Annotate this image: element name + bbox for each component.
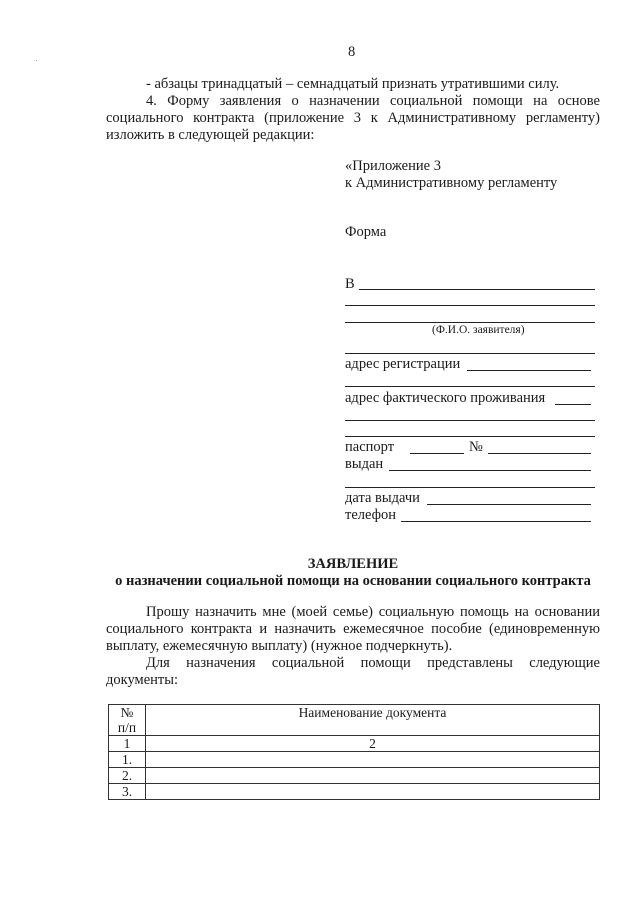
address-line-4 <box>345 436 595 437</box>
issued-line <box>389 470 591 471</box>
body-p1-line-3: выплату, ежемесячную выплату) (нужное подчеркнуть). <box>106 638 453 654</box>
form-label: Форма <box>345 224 387 240</box>
row-num-cell: 3. <box>109 784 146 800</box>
registration-label: адрес регистрации <box>345 356 461 372</box>
fio-line-3 <box>345 322 595 323</box>
registration-line <box>467 370 591 371</box>
issued-label: выдан <box>345 456 384 472</box>
issue-date-line <box>427 504 591 505</box>
body-p1-line-2: социального контракта и назначить ежемесячное пособие (единовременную <box>106 621 600 637</box>
item4-line-2: социального контракта (приложение 3 к Административному регламенту) <box>106 110 600 126</box>
appendix-line-1: «Приложение 3 <box>345 158 441 174</box>
fio-caption: (Ф.И.О. заявителя) <box>432 324 525 336</box>
margin-mark <box>36 60 37 61</box>
row-num-cell: 2. <box>109 768 146 784</box>
appendix-line-2: к Административному регламенту <box>345 175 558 191</box>
table-row <box>109 768 600 784</box>
table-row <box>109 752 600 768</box>
item4-line-1: 4. Форму заявления о назначении социальной помощи на основе <box>146 93 600 109</box>
issued-line-2 <box>345 487 595 488</box>
intro-line-1: - абзацы тринадцатый – семнадцатый признать утратившими силу. <box>146 76 560 92</box>
phone-line <box>401 521 591 522</box>
item4-line-3: изложить в следующей редакции: <box>106 127 315 143</box>
row-name-cell <box>146 768 600 784</box>
address-line-3 <box>345 420 595 421</box>
phone-label: телефон <box>345 507 397 523</box>
table-header-row <box>109 705 600 736</box>
issue-date-label: дата выдачи <box>345 490 420 506</box>
passport-number-line <box>488 453 591 454</box>
documents-table <box>108 704 600 800</box>
index-num-cell: 1 <box>109 736 146 752</box>
row-name-cell <box>146 784 600 800</box>
row-name-cell <box>146 752 600 768</box>
page-number: 8 <box>348 44 356 60</box>
fio-line-1 <box>359 289 595 290</box>
index-name-cell: 2 <box>146 736 600 752</box>
table-row <box>109 784 600 800</box>
body-p2-line-2: документы: <box>106 672 179 688</box>
actual-address-line <box>555 404 591 405</box>
header-num-line-2: п/п <box>117 720 137 735</box>
passport-number-label: № <box>469 439 483 455</box>
passport-label: паспорт <box>345 439 395 455</box>
header-num-cell <box>109 705 146 736</box>
fio-line-2 <box>345 305 595 306</box>
body-p1-line-1: Прошу назначить мне (моей семье) социальную помощь на основании <box>146 604 600 620</box>
document-title: ЗАЯВЛЕНИЕ <box>307 556 399 572</box>
address-line-2 <box>345 386 595 387</box>
document-subtitle: о назначении социальной помощи на основании социального контракта <box>115 573 591 589</box>
table-index-row <box>109 736 600 752</box>
passport-series-line <box>410 453 464 454</box>
header-name-cell: Наименование документа <box>146 705 600 736</box>
actual-address-label: адрес фактического проживания <box>345 390 546 406</box>
header-num-line-1: № <box>120 705 134 720</box>
body-p2-line-1: Для назначения социальной помощи представлены следующие <box>146 655 600 671</box>
address-line-1 <box>345 353 595 354</box>
row-num-cell: 1. <box>109 752 146 768</box>
to-label: В <box>345 276 355 292</box>
